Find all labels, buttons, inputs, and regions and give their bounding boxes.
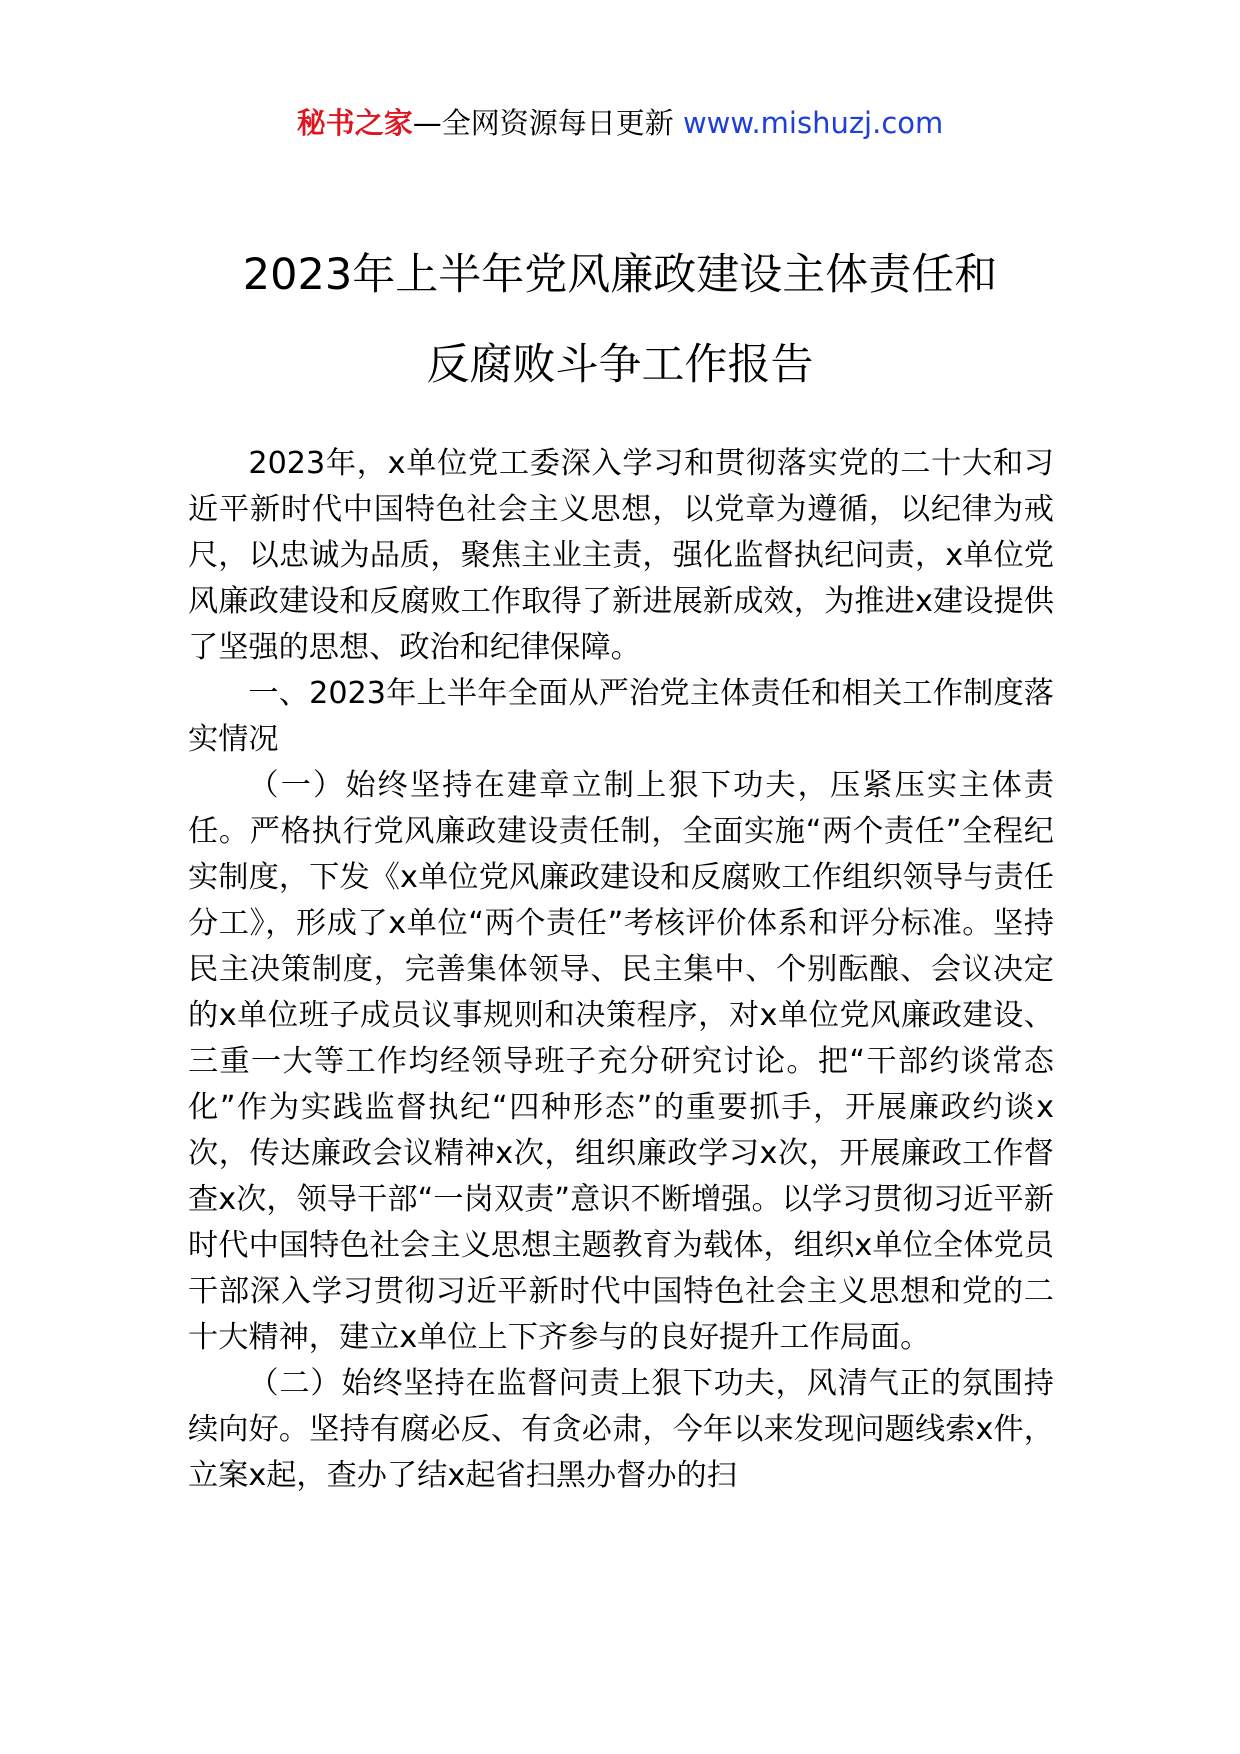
body-paragraph-intro: 2023年，x单位党工委深入学习和贯彻落实党的二十大和习近平新时代中国特色社会主义思想，以党章为遵循，以纪律为戒尺，以忠诚为品质，聚焦主业主责，强化监督执纪问责，x单位党风廉政建设和反腐败工作取得了新进展新成效，为推进x建设提供了坚强的思想、政治和纪律保障。 <box>188 446 1054 665</box>
body-paragraph-subsection-1: （一）始终坚持在建章立制上狠下功夫，压紧压实主体责任。严格执行党风廉政建设责任制，全面实施“两个责任”全程纪实制度，下发《x单位党风廉政建设和反腐败工作组织领导与责任分工》，形成了x单位“两个责任”考核评价体系和评分标准。坚持民主决策制度，完善集体领导、民主集中、个别酝酿、会议决定的x单位班子成员议事规则和决策程序，对x单位党风廉政建设、三重一大等工作均经领导班子充分研究讨论。把“干部约谈常态化”作为实践监督执纪“四种形态”的重要抓手，开展廉政约谈x次，传达廉政会议精神x次，组织廉政学习x次，开展廉政工作督查x次，领导干部“一岗双责”意识不断增强。以学习贯彻习近平新时代中国特色社会主义思想主题教育为载体，组织x单位全体党员干部深入学习贯彻习近平新时代中国特色社会主义思想和党的二十大精神，建立x单位上下齐参与的良好提升工作局面。 <box>188 768 1054 1355</box>
banner-url-link[interactable]: www.mishuzj.com <box>682 106 944 140</box>
document-title <box>0 230 1240 410</box>
site-banner <box>0 103 1240 143</box>
title-line-2: 反腐败斗争工作报告 <box>426 340 814 390</box>
body-paragraph-subsection-2: （二）始终坚持在监督问责上狠下功夫，风清气正的氛围持续向好。坚持有腐必反、有贪必肃，今年以来发现问题线索x件，立案x起，查办了结x起省扫黑办督办的扫 <box>188 1366 1054 1493</box>
banner-tagline: —全网资源每日更新 <box>412 106 674 140</box>
title-line-1: 2023年上半年党风廉政建设主体责任和 <box>242 250 998 300</box>
document-body <box>188 441 1054 1499</box>
section-heading-1: 一、2023年上半年全面从严治党主体责任和相关工作制度落实情况 <box>188 676 1054 757</box>
banner-brand: 秘书之家 <box>296 106 413 140</box>
